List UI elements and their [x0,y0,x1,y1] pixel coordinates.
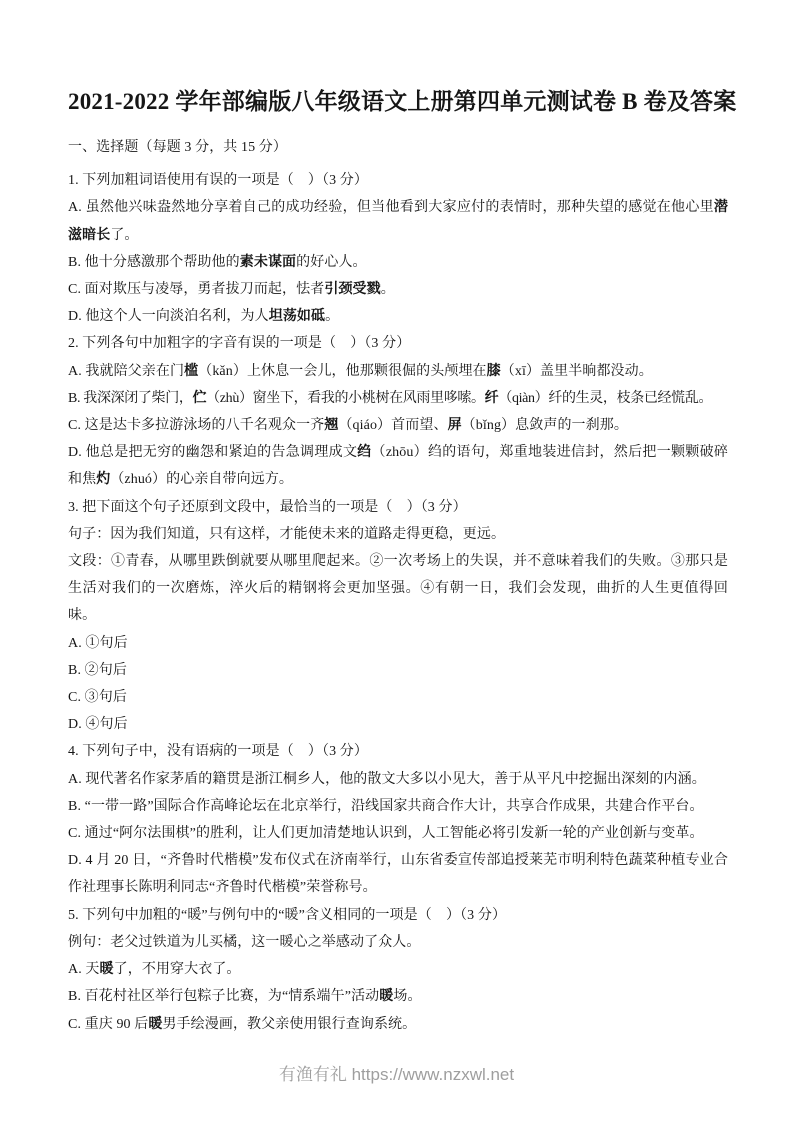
question-3-sentence: 句子：因为我们知道，只有这样，才能使未来的道路走得更稳，更远。 [68,526,506,542]
question-3-option-d: D. ④句后 [68,717,128,733]
question-4-option-c: C. 通过“阿尔法围棋”的胜利，让人们更加清楚地认识到，人工智能必将引发新一轮的产业创新与变革。 [68,826,704,842]
question-4-option-a: A. 现代著名作家茅盾的籍贯是浙江桐乡人，他的散文大多以小见大，善于从平凡中挖掘出深刻的内涵。 [68,771,706,787]
question-5-example: 例句：老父过铁道为儿买橘，这一暖心之举感动了众人。 [68,934,421,950]
question-5-option-b: B. 百花村社区举行包粽子比赛，为“情系端午”活动暖场。 [68,989,422,1005]
question-1 [68,167,728,330]
question-2-option-b: B. 我深深闭了柴门，伫（zhù）窗坐下，看我的小桃树在风雨里哆嗦。纤（qiàn）纤的生灵，枝条已经慌乱。 [68,390,713,406]
question-4-option-b: B. “一带一路”国际合作高峰论坛在北京举行，沿线国家共商合作大计，共享合作成果，共建合作平台。 [68,798,704,814]
question-2-stem: 2. 下列各句中加粗字的字音有误的一项是（ ）（3 分） [68,336,411,352]
question-1-option-d: D. 他这个人一向淡泊名利，为人坦荡如砥。 [68,309,340,325]
question-3-option-b: B. ②句后 [68,662,127,678]
question-4-stem: 4. 下列句子中，没有语病的一项是（ ）（3 分） [68,744,368,760]
question-1-option-b: B. 他十分感激那个帮助他的素未谋面的好心人。 [68,254,367,270]
watermark-text: 有渔有礼 https://www.nzxwl.net [278,1065,515,1084]
question-5-option-c: C. 重庆 90 后暖男手绘漫画，教父亲使用银行查询系统。 [68,1016,417,1032]
question-2-option-d: D. 他总是把无穷的幽怨和紧迫的告急调理成文绉（zhōu）绉的语句，郑重地装进信封，然后把一颗颗破碎和焦灼（zhuó）的心亲自带向远方。 [68,445,728,488]
question-1-option-c: C. 面对欺压与凌辱，勇者拔刀而起，怯者引颈受戮。 [68,282,395,298]
question-2-option-c: C. 这是达卡多拉游泳场的八千名观众一齐翘（qiáo）首而望、屏（bǐng）息敛声的一刹那。 [68,418,628,434]
question-5-option-a: A. 天暖了，不用穿大衣了。 [68,962,241,978]
watermark-footer [0,1063,793,1087]
question-4 [68,738,728,901]
question-3-stem: 3. 把下面这个句子还原到文段中，最恰当的一项是（ ）（3 分） [68,499,467,515]
question-2 [68,330,728,493]
question-1-option-a: A. 虽然他兴味盎然地分享着自己的成功经验，但当他看到大家应付的表情时，那种失望的感觉在他心里潜滋暗长了。 [68,200,728,243]
question-3-passage: 文段：①青春，从哪里跌倒就要从哪里爬起来。②一次考场上的失误，并不意味着我们的失败。③那只是生活对我们的一次磨炼，淬火后的精钢将会更加坚强。④有朝一日，我们会发现，曲折的人生更值得回味。 [68,554,728,624]
question-3-option-c: C. ③句后 [68,690,127,706]
question-4-option-d: D. 4 月 20 日，“齐鲁时代楷模”发布仪式在济南举行，山东省委宣传部追授莱芜市明利特色蔬菜种植专业合作社理事长陈明利同志“齐鲁时代楷模”荣誉称号。 [68,853,728,896]
question-5 [68,902,728,1038]
question-3 [68,494,728,739]
section-heading: 一、选择题（每题 3 分，共 15 分） [68,140,287,155]
question-2-option-a: A. 我就陪父亲在门槛（kǎn）上休息一会儿，他那颗很倔的头颅埋在膝（xī）盖里半晌都没动。 [68,363,653,379]
question-5-stem: 5. 下列句中加粗的“暖”与例句中的“暖”含义相同的一项是（ ）（3 分） [68,907,507,923]
question-1-stem: 1. 下列加粗词语使用有误的一项是（ ）（3 分） [68,173,368,189]
document-title: 2021-2022 学年部编版八年级语文上册第四单元测试卷 B 卷及答案 [68,89,737,114]
question-3-option-a: A. ①句后 [68,635,128,651]
